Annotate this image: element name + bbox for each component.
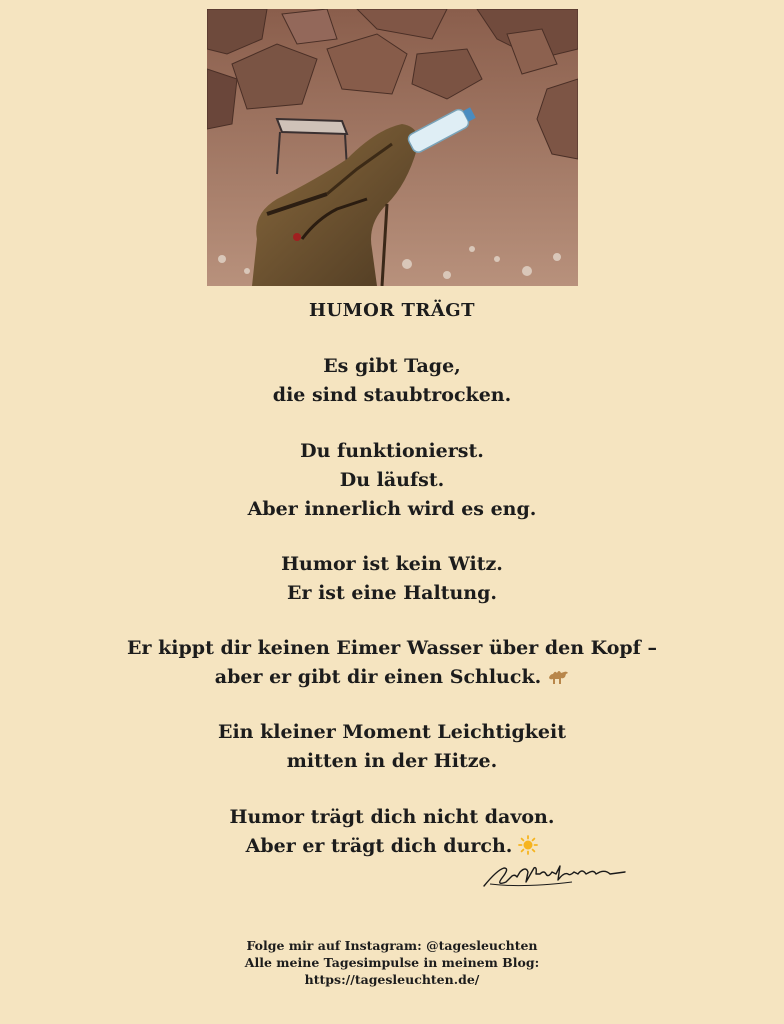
poem-title: HUMOR TRÄGT xyxy=(308,300,476,321)
poem-line: die sind staubtrocken. xyxy=(272,384,512,406)
poem-line: Ein kleiner Moment Leichtigkeit xyxy=(217,721,567,743)
poem-stanza-5 xyxy=(0,718,784,776)
poem-stanza-4 xyxy=(0,634,784,695)
signature xyxy=(482,860,627,890)
poem-line-with-emoji xyxy=(0,832,784,864)
blog-line: Alle meine Tagesimpulse in meinem Blog: xyxy=(244,955,540,970)
poem-line: Du läufst. xyxy=(339,469,445,491)
poem-stanza-6 xyxy=(0,803,784,864)
poem-line: mitten in der Hitze. xyxy=(286,750,498,772)
poem-line: Er kippt dir keinen Eimer Wasser über den Kopf – xyxy=(127,637,657,659)
poem-line: Er ist eine Haltung. xyxy=(286,582,498,604)
poem-line: aber er gibt dir einen Schluck. xyxy=(214,666,542,688)
poem-line: Humor trägt dich nicht davon. xyxy=(229,806,555,828)
poem-stanza-3 xyxy=(0,550,784,608)
blog-link[interactable]: https://tagesleuchten.de/ xyxy=(304,972,480,987)
poem-line: Aber innerlich wird es eng. xyxy=(247,498,537,520)
camel-photo xyxy=(207,9,578,286)
footer xyxy=(0,937,784,988)
poem-line: Aber er trägt dich durch. xyxy=(245,835,513,857)
camel-icon xyxy=(547,666,569,695)
instagram-line: Folge mir auf Instagram: @tagesleuchten xyxy=(246,938,538,953)
poem-line: Du funktionierst. xyxy=(300,440,484,462)
poem-line: Es gibt Tage, xyxy=(323,355,461,377)
poem-line-with-emoji xyxy=(0,663,784,695)
poem-stanza-2 xyxy=(0,437,784,524)
poem-line: Humor ist kein Witz. xyxy=(281,553,503,575)
poem-stanza-1 xyxy=(0,352,784,410)
